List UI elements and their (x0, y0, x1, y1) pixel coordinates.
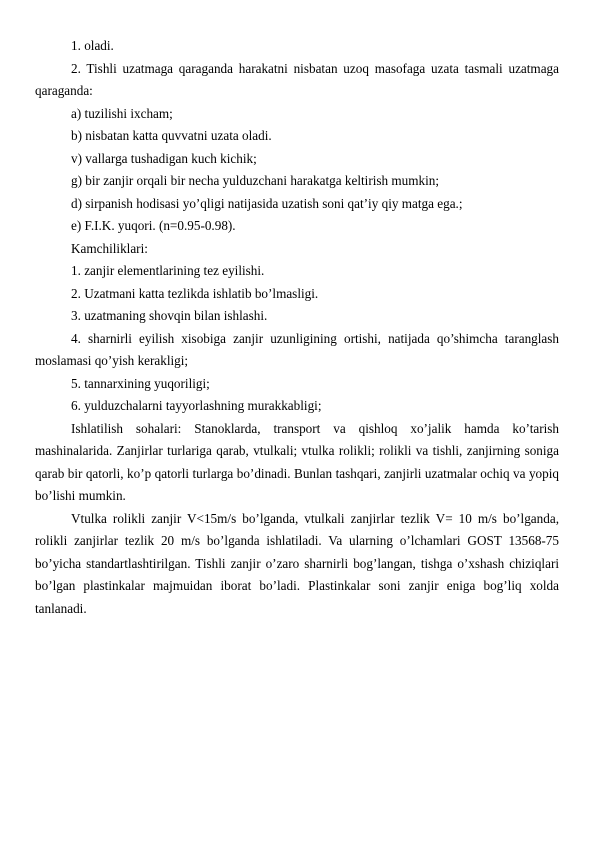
disadvantage-item-1: 1. zanjir elementlarining tez eyilishi. (71, 263, 265, 278)
list-item-v: v) vallarga tushadigan kuch kichik; (71, 150, 257, 166)
list-item-a: a) tuzilishi ixcham; (71, 105, 173, 121)
list-item-e: e) F.I.K. yuqori. (n=0.95-0.98). (71, 218, 236, 233)
list-item-g: g) bir zanjir orqali bir necha yulduzchani harakatga keltirish mumkin; (71, 173, 440, 188)
list-item-b: b) nisbatan katta quvvatni uzata oladi. (71, 128, 272, 143)
paragraph-transmission-comparison: 2. Tishli uzatmaga qaraganda harakatni nisbatan uzoq masofaga uzata tasmali uzatmaga qaraganda: (35, 60, 559, 98)
document-page (35, 35, 559, 620)
disadvantage-item-4: 4. sharnirli eyilish xisobiga zanjir uzunligining ortishi, natijada qo’shimcha taranglash moslamasi qo’yish kerakligi; (35, 330, 559, 368)
section-heading-disadvantages: Kamchiliklari: (71, 240, 148, 256)
list-item-d: d) sirpanish hodisasi yo’qligi natijasida uzatish soni qat’iy qiy matga ega.; (71, 195, 463, 211)
paragraph-application-areas: Ishlatilish sohalari: Stanoklarda, transport va qishloq xo’jalik hamda ko’tarish mashinalarida. Zanjirlar turlariga qarab, vtulkali; vtulka rolikli; rolikli va tishli, zanjirning soniga qarab bir qatorli, ko’p qatorli turlarga bo’dinadi. Bunlan tashqari, zanjirli uzatmalar ochiq va yopiq bo’lishi mumkin. (35, 420, 559, 503)
disadvantage-item-6: 6. yulduzchalarni tayyorlashning murakkabligi; (71, 398, 322, 413)
paragraph-item-1: 1. oladi. (71, 38, 114, 53)
disadvantage-item-5: 5. tannarxining yuqoriligi; (71, 375, 210, 391)
disadvantage-item-3: 3. uzatmaning shovqin bilan ishlashi. (71, 308, 268, 323)
paragraph-chain-speeds: Vtulka rolikli zanjir V<15m/s bo’lganda, vtulkali zanjirlar tezlik V= 10 m/s bo’lganda, rolikli zanjirlar tezlik 20 m/s bo’lganda ishlatiladi. Va ularning o’lchamlari GOST 13568-75 bo’yicha standartlashtirilgan. Tishli zanjir o’zaro sharnirli bog’langan, tishga o’xshash chiziqlari bo’lgan plastinkalar majmuidan iborat bo’ladi. Plastinkalar soni zanjir eniga bog’liq xolda tanlanadi. (35, 510, 559, 616)
disadvantage-item-2: 2. Uzatmani katta tezlikda ishlatib bo’lmasligi. (71, 285, 319, 301)
